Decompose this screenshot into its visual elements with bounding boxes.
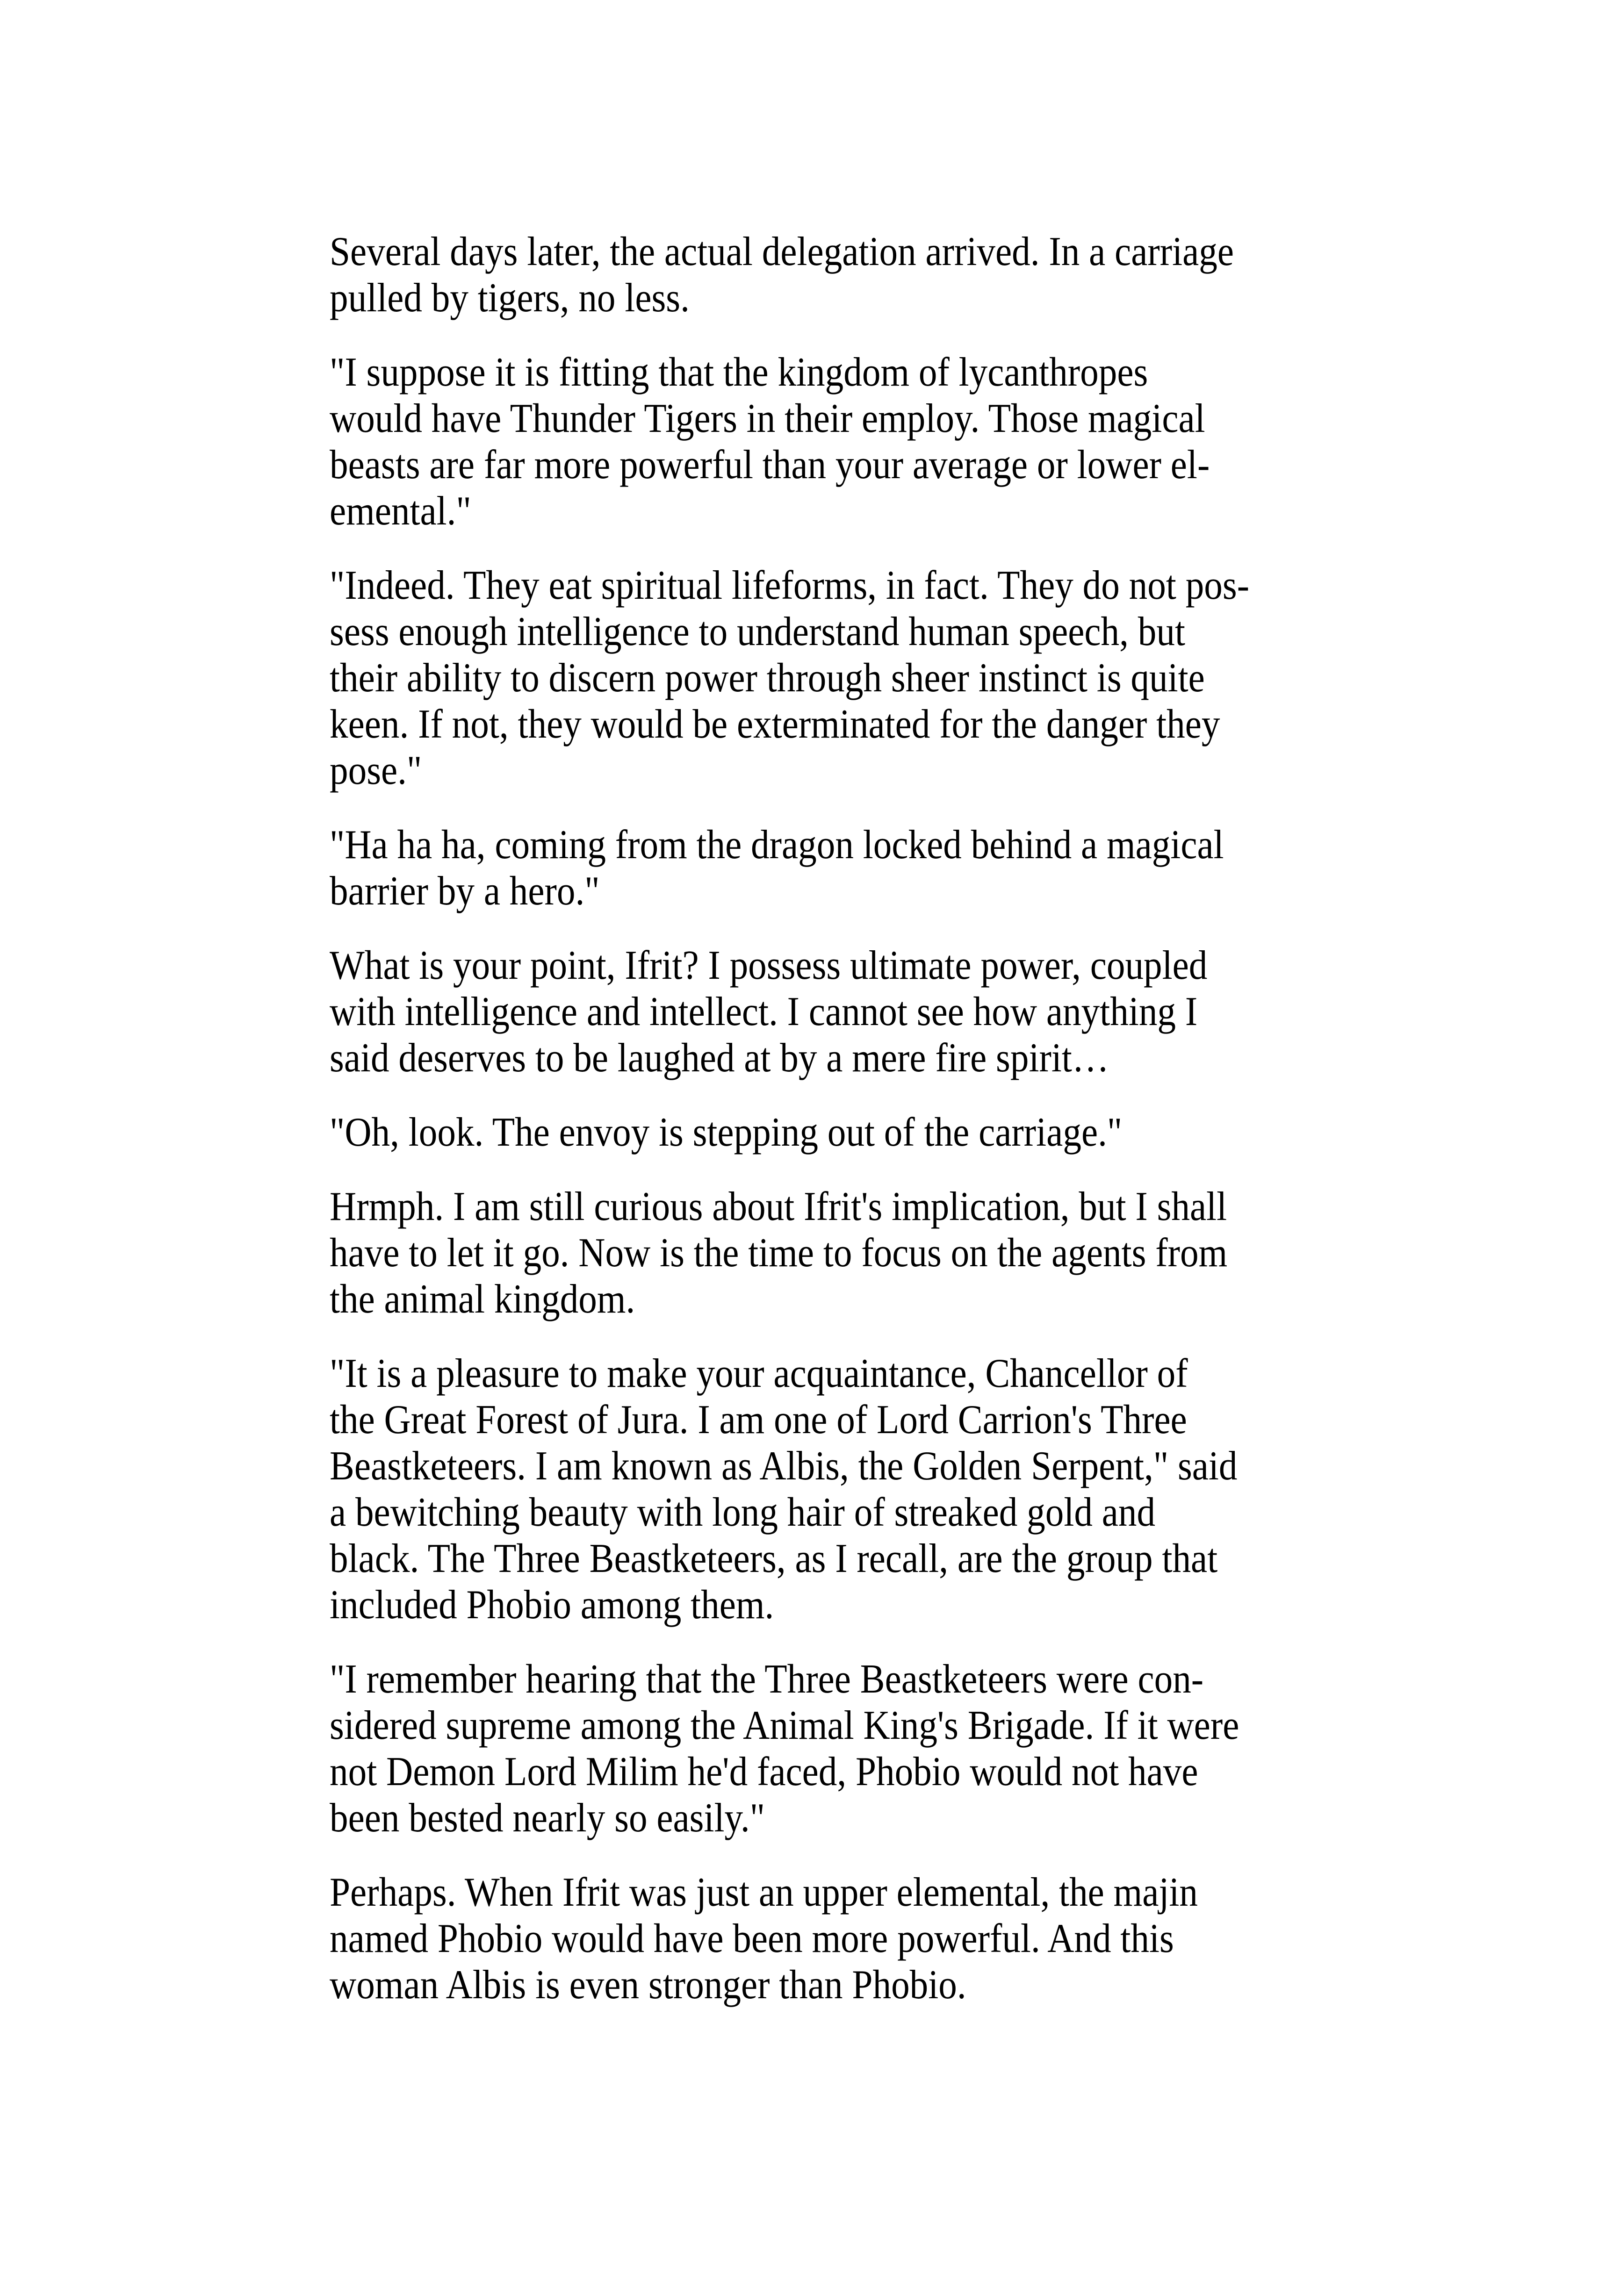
text-line: been bested nearly so easily." (330, 1795, 765, 1841)
text-line: What is your point, Ifrit? I possess ultimate power, coupled (330, 943, 1208, 988)
text-line: "It is a pleasure to make your acquaintance, Chancellor of (330, 1351, 1188, 1396)
text-line: woman Albis is even stronger than Phobio. (330, 1962, 966, 2008)
text-line: beasts are far more powerful than your average or lower el- (330, 442, 1210, 488)
paragraph (330, 229, 1310, 321)
text-column (330, 229, 1310, 2008)
text-line: said deserves to be laughed at by a mere fire spirit… (330, 1035, 1109, 1081)
text-line: keen. If not, they would be exterminated for the danger they (330, 702, 1220, 747)
paragraph (330, 1184, 1310, 1322)
text-line: sidered supreme among the Animal King's Brigade. If it were (330, 1703, 1239, 1748)
paragraph (330, 1109, 1310, 1155)
text-line: emental." (330, 488, 471, 534)
text-line: not Demon Lord Milim he'd faced, Phobio would not have (330, 1749, 1198, 1794)
text-line: sess enough intelligence to understand human speech, but (330, 609, 1185, 654)
paragraph (330, 942, 1310, 1081)
text-line: have to let it go. Now is the time to focus on the agents from (330, 1230, 1228, 1276)
text-line: "I suppose it is fitting that the kingdom of lycanthropes (330, 350, 1148, 395)
paragraph (330, 562, 1310, 794)
paragraph (330, 1656, 1310, 1841)
text-line: included Phobio among them. (330, 1582, 774, 1628)
text-line: "Indeed. They eat spiritual lifeforms, in fact. They do not pos- (330, 563, 1250, 608)
text-line: pulled by tigers, no less. (330, 275, 690, 321)
text-line: black. The Three Beastketeers, as I recall, are the group that (330, 1536, 1218, 1581)
text-line: with intelligence and intellect. I cannot see how anything I (330, 989, 1198, 1034)
text-line: named Phobio would have been more powerful. And this (330, 1916, 1174, 1961)
text-line: barrier by a hero." (330, 868, 600, 914)
text-line: a bewitching beauty with long hair of streaked gold and (330, 1490, 1156, 1535)
text-line: would have Thunder Tigers in their employ. Those magical (330, 396, 1205, 441)
text-line: the animal kingdom. (330, 1277, 635, 1322)
paragraph (330, 1869, 1310, 2008)
paragraph (330, 349, 1310, 534)
text-line: Several days later, the actual delegation arrived. In a carriage (330, 229, 1234, 274)
paragraph (330, 822, 1310, 914)
text-line: "I remember hearing that the Three Beastketeers were con- (330, 1657, 1204, 1702)
paragraph (330, 1350, 1310, 1628)
text-line: their ability to discern power through sheer instinct is quite (330, 655, 1205, 701)
text-line: Beastketeers. I am known as Albis, the Golden Serpent," said (330, 1443, 1238, 1489)
text-line: "Oh, look. The envoy is stepping out of the carriage." (330, 1110, 1123, 1155)
text-line: pose." (330, 748, 422, 793)
text-line: Perhaps. When Ifrit was just an upper elemental, the majin (330, 1870, 1198, 1915)
text-line: "Ha ha ha, coming from the dragon locked behind a magical (330, 822, 1224, 868)
text-line: Hrmph. I am still curious about Ifrit's implication, but I shall (330, 1184, 1227, 1229)
text-line: the Great Forest of Jura. I am one of Lord Carrion's Three (330, 1397, 1187, 1442)
